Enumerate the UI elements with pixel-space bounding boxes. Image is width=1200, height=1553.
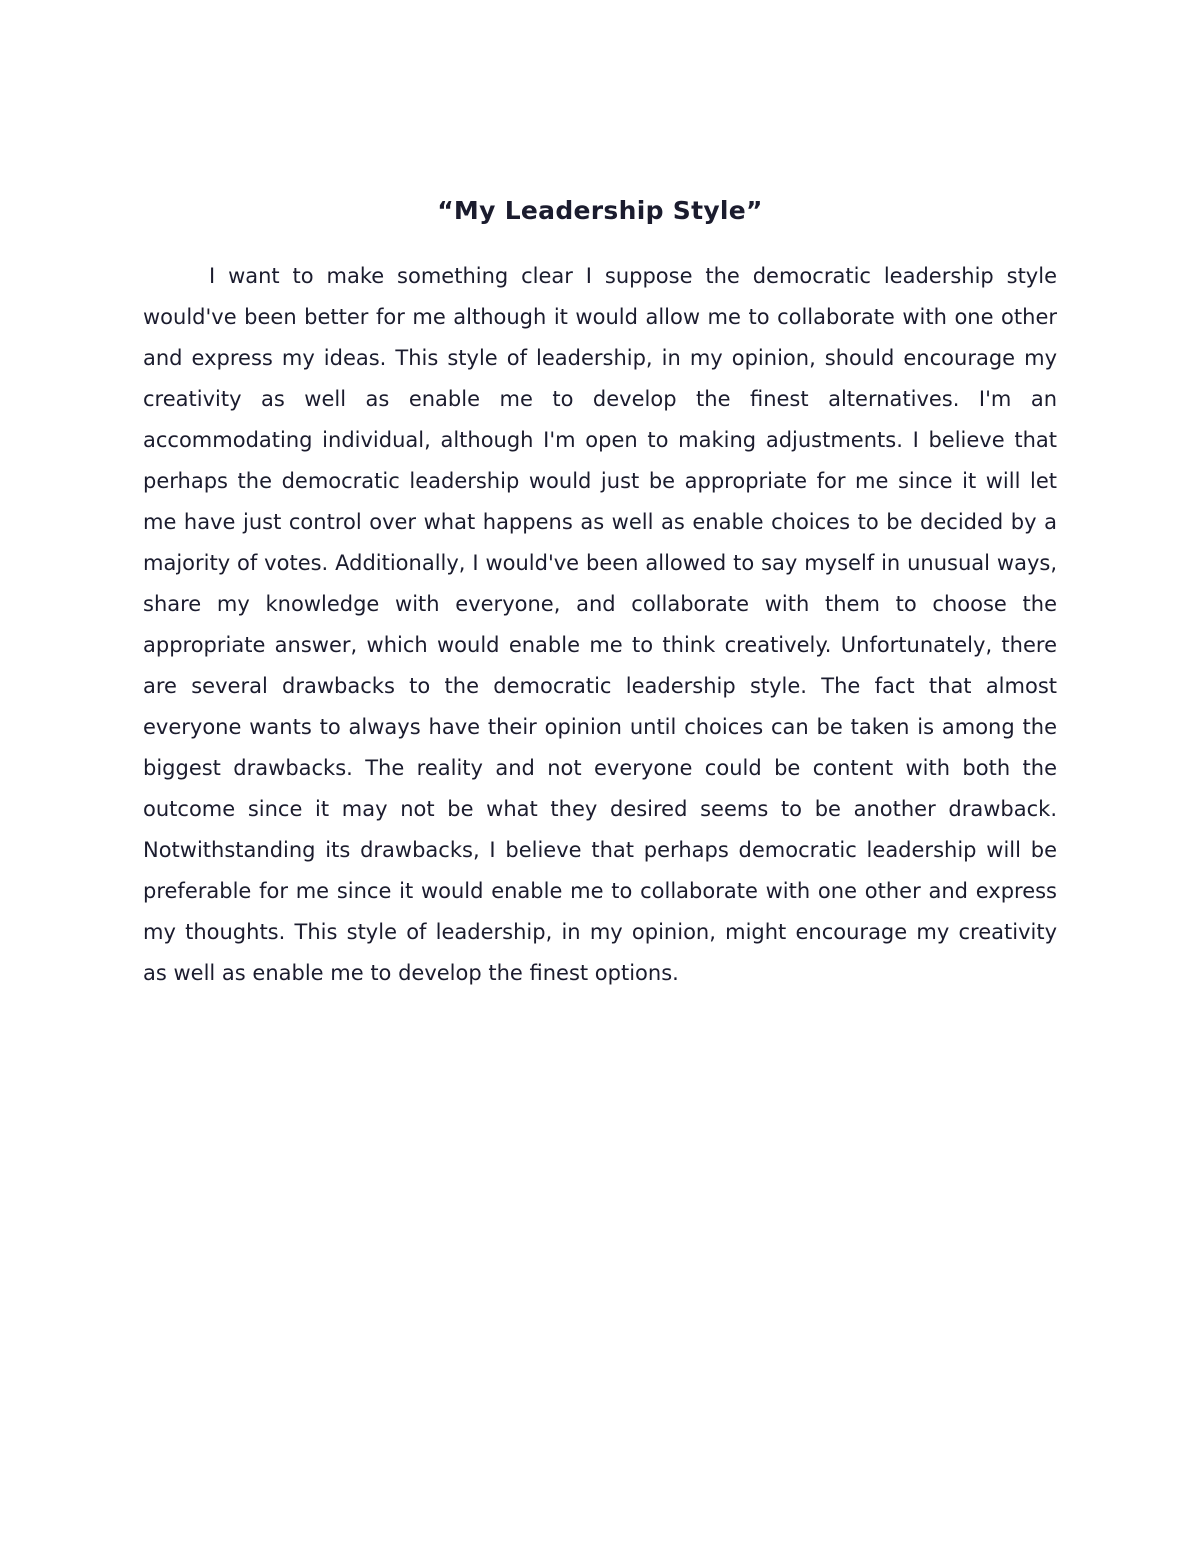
body-paragraph: I want to make something clear I suppose the democratic leadership style would've been better for me although it would allow me to collaborate with one other and express my ideas. This style of leadership, in my opinion, should encourage my creativity as well as enable me to develop the finest alternatives. I'm an accommodating individual, although I'm open to making adjustments. I believe that perhaps the democratic leadership would just be appropriate for me since it will let me have just control over what happens as well as enable choices to be decided by a majority of votes. Additionally, I would've been allowed to say myself in unusual ways, share my knowledge with everyone, and collaborate with them to choose the appropriate answer, which would enable me to think creatively. Unfortunately, there are several drawbacks to the democratic leadership style. The fact that almost everyone wants to always have their opinion until choices can be taken is among the biggest drawbacks. The reality and not everyone could be content with both the outcome since it may not be what they desired seems to be another drawback. Notwithstanding its drawbacks, I believe that perhaps democratic leadership will be preferable for me since it would enable me to collaborate with one other and express my thoughts. This style of leadership, in my opinion, might encourage my creativity as well as enable me to develop the finest options. [143,264,1057,985]
document-title: “My Leadership Style” [437,196,763,225]
